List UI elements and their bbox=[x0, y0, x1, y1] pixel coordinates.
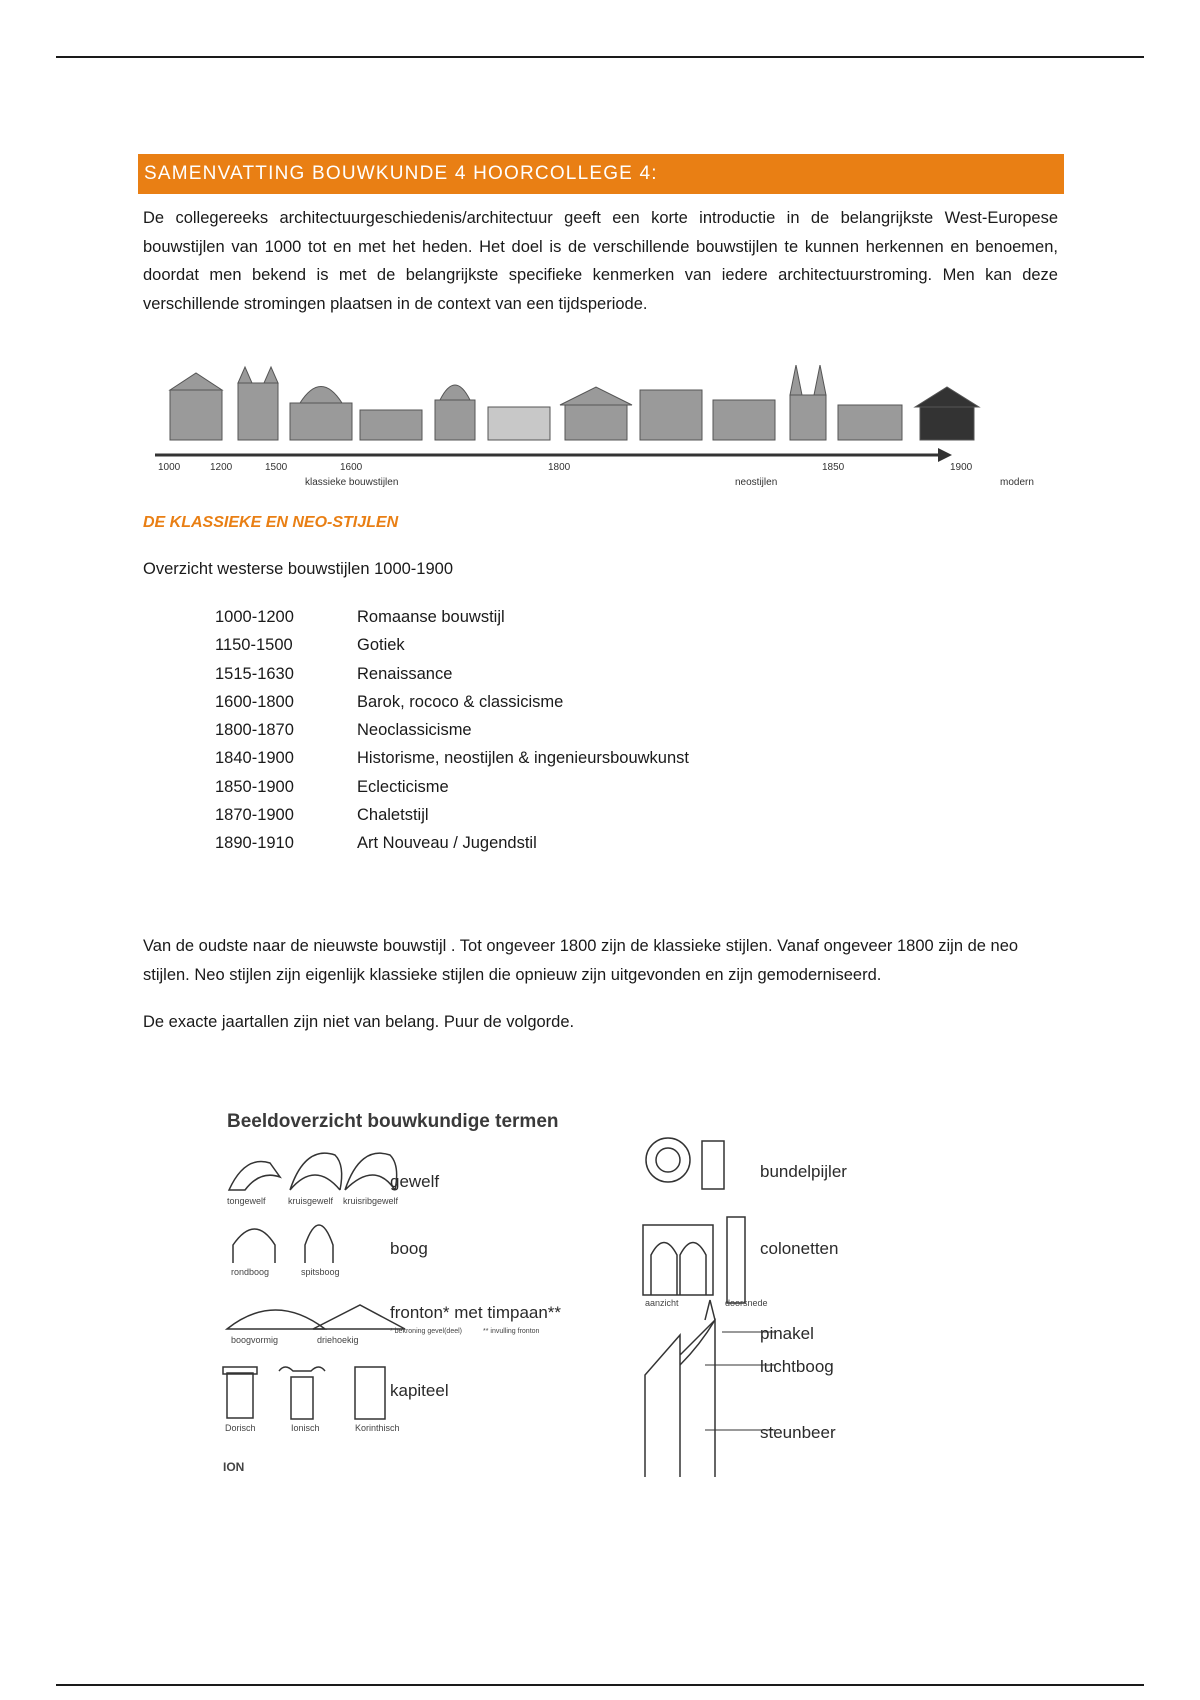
term-bundelpijler: bundelpijler bbox=[760, 1162, 847, 1181]
style-name: Barok, rococo & classicisme bbox=[357, 692, 564, 711]
figure-title: Beeldoverzicht bouwkundige termen bbox=[227, 1111, 559, 1132]
list-item bbox=[215, 806, 689, 834]
caption: rondboog bbox=[231, 1267, 270, 1277]
list-item bbox=[215, 608, 689, 636]
style-name: Renaissance bbox=[357, 664, 453, 683]
list-item bbox=[215, 665, 689, 693]
caption: kruisribgewelf bbox=[343, 1196, 399, 1206]
tick-label: 1000 bbox=[158, 462, 181, 473]
style-name: Historisme, neostijlen & ingenieursbouwkunst bbox=[357, 749, 689, 768]
list-item bbox=[215, 636, 689, 664]
page-title: SAMENVATTING BOUWKUNDE 4 HOORCOLLEGE 4: bbox=[138, 154, 1064, 194]
terms-figure bbox=[215, 1105, 895, 1485]
intro-paragraph: De collegereeks architectuurgeschiedenis/architectuur geeft een korte introductie in de belangrijkste West-Europese bouwstijlen van 1000 tot en met het heden. Het doel is de verschillende bouwstijlen te kunnen herkennen en benoemen, doordat men bekend is met de belangrijkste specifieke kenmerken van iedere architectuurstroming. Men kan deze verschillende stromingen plaatsen in de context van een tijdsperiode. bbox=[143, 209, 1058, 313]
style-years: 1800-1870 bbox=[215, 721, 294, 740]
style-years: 1890-1910 bbox=[215, 834, 294, 853]
style-name: Gotiek bbox=[357, 636, 405, 655]
style-years: 1150-1500 bbox=[215, 636, 293, 655]
top-rule bbox=[56, 56, 1144, 58]
style-years: 1000-1200 bbox=[215, 608, 294, 626]
term-colonetten: colonetten bbox=[760, 1239, 839, 1258]
caption: driehoekig bbox=[317, 1335, 359, 1345]
list-item bbox=[215, 834, 689, 862]
caption: Dorisch bbox=[225, 1423, 256, 1433]
term-fronton: fronton* met timpaan** bbox=[390, 1303, 562, 1322]
tick-label: 1900 bbox=[950, 462, 973, 473]
caption: Ionisch bbox=[291, 1423, 320, 1433]
timeline-buildings bbox=[150, 365, 1050, 495]
tick-label: 1500 bbox=[265, 462, 288, 473]
term-luchtboog: luchtboog bbox=[760, 1357, 834, 1376]
caption: kruisgewelf bbox=[288, 1196, 334, 1206]
term-gewelf: gewelf bbox=[390, 1172, 440, 1191]
style-years: 1515-1630 bbox=[215, 664, 294, 683]
term-kapiteel: kapiteel bbox=[390, 1381, 449, 1400]
list-item bbox=[215, 693, 689, 721]
tick-label: 1850 bbox=[822, 462, 845, 473]
tick-label: 1600 bbox=[340, 462, 363, 473]
caption: boogvormig bbox=[231, 1335, 279, 1345]
term-boog: boog bbox=[390, 1239, 428, 1258]
list-item bbox=[215, 749, 689, 777]
caption: * bekroning gevel(deel) bbox=[390, 1328, 462, 1335]
caption: spitsboog bbox=[301, 1267, 340, 1277]
paragraph-years: De exacte jaartallen zijn niet van belang. Puur de volgorde. bbox=[143, 1013, 575, 1031]
caption: tongewelf bbox=[227, 1196, 266, 1206]
overview-title: Overzicht westerse bouwstijlen 1000-1900 bbox=[143, 560, 453, 578]
term-steunbeer: steunbeer bbox=[760, 1423, 836, 1442]
bottom-rule bbox=[56, 1684, 1144, 1686]
ion-logo: ION bbox=[223, 1460, 245, 1474]
timeline-label-neo: neostijlen bbox=[735, 477, 778, 488]
caption: doorsnede bbox=[725, 1298, 768, 1308]
caption: aanzicht bbox=[645, 1298, 679, 1308]
style-name: Eclecticisme bbox=[357, 777, 449, 796]
style-name: Romaanse bouwstijl bbox=[357, 608, 505, 626]
timeline-label-modern: modern bbox=[1000, 477, 1034, 488]
style-name: Neoclassicisme bbox=[357, 721, 472, 740]
timeline-label-classic: klassieke bouwstijlen bbox=[305, 477, 399, 488]
style-years: 1600-1800 bbox=[215, 692, 294, 711]
section-title: DE KLASSIEKE EN NEO-STIJLEN bbox=[143, 514, 399, 531]
style-timeline bbox=[150, 365, 1050, 495]
caption: ** invulling fronton bbox=[483, 1328, 540, 1335]
style-years: 1850-1900 bbox=[215, 777, 294, 796]
paragraph-order: Van de oudste naar de nieuwste bouwstijl . Tot ongeveer 1800 zijn de klassieke stijlen. Vanaf ongeveer 1800 zijn de neo stijlen. Neo stijlen zijn eigenlijk klassieke stijlen die opnieuw zijn uitgevonden en zijn gemoderniseerd. bbox=[143, 937, 1019, 984]
term-pinakel: pinakel bbox=[760, 1324, 814, 1343]
tick-label: 1200 bbox=[210, 462, 233, 473]
list-item bbox=[215, 778, 689, 806]
style-list bbox=[215, 608, 689, 863]
style-years: 1840-1900 bbox=[215, 749, 294, 768]
style-name: Chaletstijl bbox=[357, 806, 429, 825]
style-years: 1870-1900 bbox=[215, 806, 294, 825]
tick-label: 1800 bbox=[548, 462, 571, 473]
list-item bbox=[215, 721, 689, 749]
style-name: Art Nouveau / Jugendstil bbox=[357, 834, 537, 853]
caption: Korinthisch bbox=[355, 1423, 400, 1433]
